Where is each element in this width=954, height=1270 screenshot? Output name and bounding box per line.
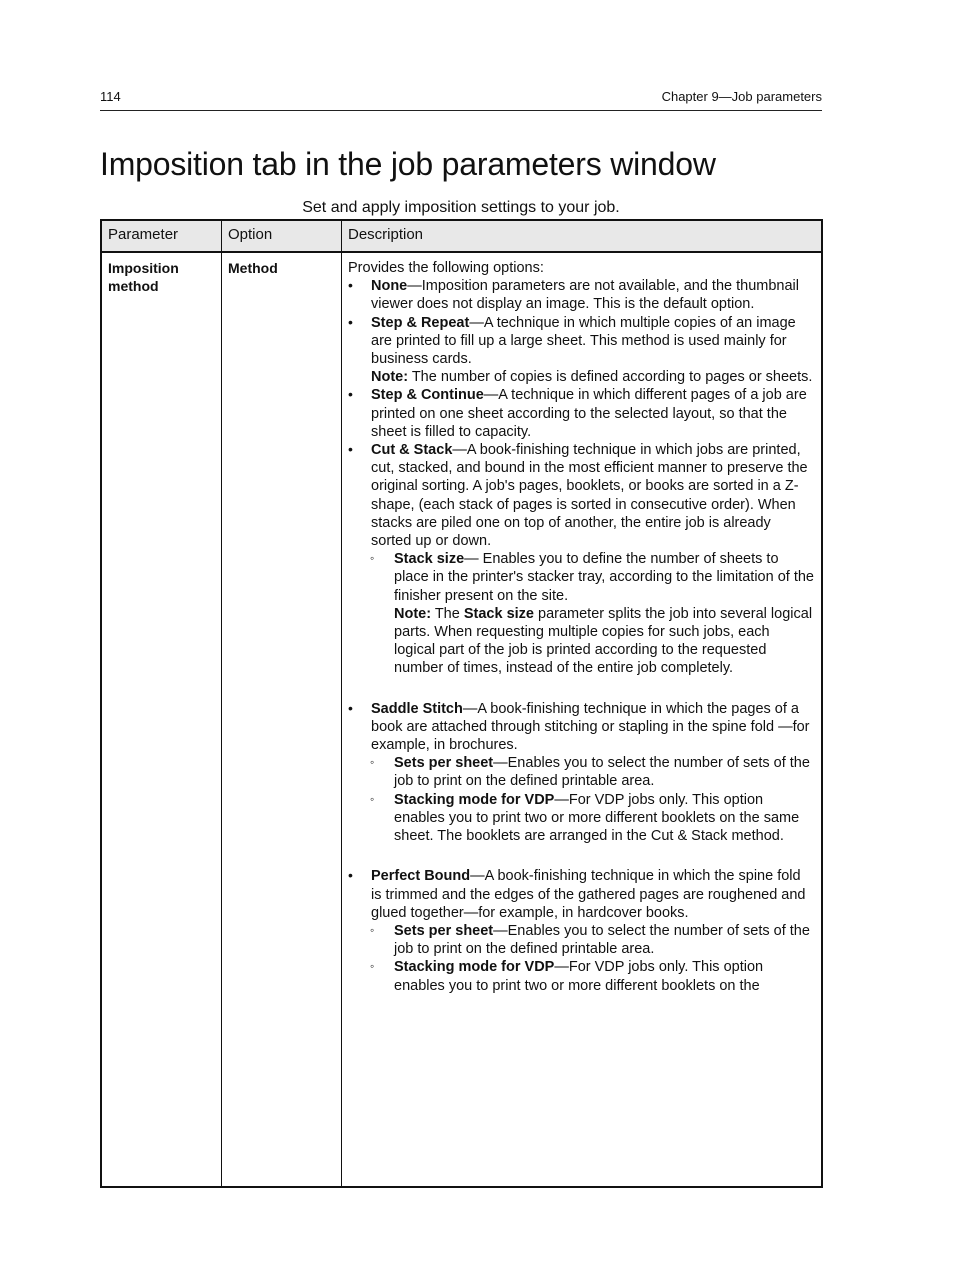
- page-header: [100, 88, 822, 111]
- note-step-repeat: Note: The number of copies is defined according to pages or sheets.: [371, 369, 813, 386]
- page-number: 114: [100, 89, 121, 104]
- table-header-row: [102, 221, 821, 253]
- list-item-perfect-bound: • Perfect Bound—A book-finishing technique in which the spine fold is trimmed and the edges of the gathered pages are roughened and glued together—for example, in hardcover books.: [348, 867, 814, 922]
- page-title: Imposition tab in the job parameters window: [100, 146, 716, 182]
- parameters-table: [100, 219, 823, 1188]
- sub-item-sets-per-sheet: ◦ Sets per sheet—Enables you to select the number of sets of the job to print on the defined printable area.: [348, 754, 814, 790]
- note-stack-size: Note: The Stack size parameter splits the job into several logical parts. When requesting multiple copies for such jobs, each logical part of the job is printed according to the requested number of times, instead of the entire job completely.: [394, 605, 813, 677]
- cell-option: Method: [228, 260, 278, 276]
- list-item-step-continue: • Step & Continue—A technique in which different pages of a job are printed on one sheet according to the selected layout, so that the sheet is filled to capacity.: [348, 386, 814, 441]
- header-parameter: Parameter: [108, 226, 179, 243]
- column-divider: [341, 221, 342, 1186]
- cell-parameter: Imposition method: [108, 260, 179, 294]
- description-intro: Provides the following options:: [348, 260, 544, 276]
- sub-item-stacking-mode-vdp: ◦ Stacking mode for VDP—For VDP jobs only. This option enables you to print two or more different booklets on the same sheet. The booklets are arranged in the Cut & Stack method.: [348, 791, 814, 846]
- list-item-cut-stack: • Cut & Stack—A book-finishing technique in which jobs are printed, cut, stacked, and bound in the most efficient manner to preserve the original sorting. A job's pages, booklets, or books are sorted in a Z-shape, (each stack of pages is sorted in consecutive order). When stacks are piled one on top of another, the entire job is already sorted up or down.: [348, 441, 814, 550]
- sub-item-stack-size: ◦ Stack size— Enables you to define the number of sheets to place in the printer's stacker tray, according to the limitation of the finisher present on the site.: [348, 550, 814, 605]
- list-item-step-repeat: • Step & Repeat—A technique in which multiple copies of an image are printed to fill up a large sheet. This method is used mainly for business cards.: [348, 314, 814, 369]
- header-option: Option: [228, 226, 273, 243]
- header-description: Description: [348, 226, 424, 243]
- sub-item-sets-per-sheet: ◦ Sets per sheet—Enables you to select the number of sets of the job to print on the defined printable area.: [348, 922, 814, 958]
- table-caption: Set and apply imposition settings to your job.: [302, 199, 620, 216]
- sub-item-stacking-mode-vdp: ◦ Stacking mode for VDP—For VDP jobs only. This option enables you to print two or more different booklets on the: [348, 958, 814, 994]
- chapter-title: Chapter 9—Job parameters: [661, 89, 822, 104]
- list-item-saddle-stitch: • Saddle Stitch—A book-finishing technique in which the pages of a book are attached through stitching or stapling in the spine fold —for example, in brochures.: [348, 700, 814, 755]
- cell-description: [348, 259, 814, 995]
- column-divider: [221, 221, 222, 1186]
- list-item-none: • None—Imposition parameters are not available, and the thumbnail viewer does not display an image. This is the default option.: [348, 277, 814, 313]
